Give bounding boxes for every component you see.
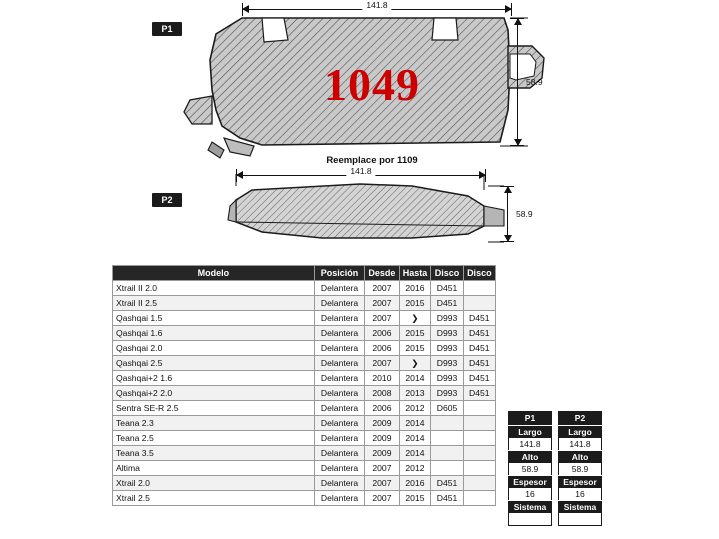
cell-desde: 2009 [365, 416, 399, 431]
cell-modelo: Sentra SE-R 2.5 [113, 401, 315, 416]
cell-disco: D451 [463, 386, 495, 401]
cell-pos: Delantera [314, 416, 364, 431]
cell-disco [431, 461, 463, 476]
cell-desde: 2007 [365, 281, 399, 296]
spec-value: 141.8 [508, 438, 552, 450]
cell-modelo: Altima [113, 461, 315, 476]
cell-hasta: 2016 [399, 281, 431, 296]
spec-value: 16 [508, 488, 552, 500]
cell-pos: Delantera [314, 461, 364, 476]
cell-pos: Delantera [314, 431, 364, 446]
cell-desde: 2007 [365, 476, 399, 491]
cell-hasta: 2015 [399, 296, 431, 311]
cell-desde: 2006 [365, 341, 399, 356]
table-row [113, 296, 496, 311]
cell-disco: D451 [463, 371, 495, 386]
cell-disco [463, 296, 495, 311]
cell-pos: Delantera [314, 356, 364, 371]
cell-desde: 2007 [365, 296, 399, 311]
col-modelo: Modelo [113, 266, 315, 281]
cell-modelo: Qashqai 1.6 [113, 326, 315, 341]
p1-width-value: 141.8 [362, 0, 391, 10]
cell-modelo: Xtrail II 2.0 [113, 281, 315, 296]
table-row [113, 446, 496, 461]
spec-value [508, 513, 552, 526]
cell-desde: 2007 [365, 491, 399, 506]
cell-disco: D993 [431, 341, 463, 356]
cell-modelo: Xtrail 2.0 [113, 476, 315, 491]
arrow-up-icon [514, 18, 522, 25]
cell-hasta: 2012 [399, 401, 431, 416]
spec-key: Largo [558, 425, 602, 438]
table-row [113, 356, 496, 371]
spec-key: Alto [508, 450, 552, 463]
cell-pos: Delantera [314, 326, 364, 341]
spec-key: Sistema [558, 500, 602, 513]
cell-disco [463, 281, 495, 296]
cell-pos: Delantera [314, 281, 364, 296]
arrow-up-icon [504, 186, 512, 193]
table-row [113, 371, 496, 386]
table-row [113, 326, 496, 341]
cell-disco: D451 [431, 296, 463, 311]
cell-pos: Delantera [314, 491, 364, 506]
cell-desde: 2009 [365, 431, 399, 446]
cell-disco [431, 416, 463, 431]
cell-disco [431, 431, 463, 446]
cell-pos: Delantera [314, 476, 364, 491]
spec-key: Espesor [558, 475, 602, 488]
cell-modelo: Qashqai 2.5 [113, 356, 315, 371]
cell-hasta: 2014 [399, 431, 431, 446]
cell-disco [463, 401, 495, 416]
cell-desde: 2007 [365, 356, 399, 371]
cell-disco: D993 [431, 326, 463, 341]
pad-outline-drawing [112, 0, 640, 262]
cell-hasta: ❯ [399, 356, 431, 371]
p1-height-dimension [510, 18, 543, 146]
cell-desde: 2010 [365, 371, 399, 386]
cell-disco [463, 476, 495, 491]
cell-modelo: Qashqai 2.0 [113, 341, 315, 356]
spec-key: Largo [508, 425, 552, 438]
table-row [113, 401, 496, 416]
col-disco-1: Disco [431, 266, 463, 281]
cell-disco [431, 446, 463, 461]
p2-height-value: 58.9 [516, 209, 533, 219]
cell-hasta: 2015 [399, 326, 431, 341]
cell-disco: D451 [431, 491, 463, 506]
spec-value: 16 [558, 488, 602, 500]
cell-hasta: 2012 [399, 461, 431, 476]
table-row [113, 416, 496, 431]
spec-title: P2 [558, 411, 602, 425]
cell-disco: D993 [431, 356, 463, 371]
cell-hasta: ❯ [399, 311, 431, 326]
cell-disco: D451 [463, 356, 495, 371]
spec-boxes [508, 411, 602, 526]
spec-value: 58.9 [508, 463, 552, 475]
cell-disco: D451 [431, 281, 463, 296]
cell-desde: 2009 [365, 446, 399, 461]
arrow-down-icon [514, 139, 522, 146]
arrow-left-icon [236, 171, 243, 179]
p2-width-dimension [236, 168, 486, 180]
spec-box-p1 [508, 411, 552, 526]
cell-desde: 2006 [365, 401, 399, 416]
cell-hasta: 2014 [399, 371, 431, 386]
arrow-down-icon [504, 235, 512, 242]
cell-disco [463, 416, 495, 431]
cell-modelo: Teana 3.5 [113, 446, 315, 461]
cell-desde: 2007 [365, 461, 399, 476]
cell-modelo: Qashqai+2 2.0 [113, 386, 315, 401]
table-row [113, 386, 496, 401]
cell-modelo: Teana 2.3 [113, 416, 315, 431]
cell-hasta: 2016 [399, 476, 431, 491]
cell-pos: Delantera [314, 311, 364, 326]
pad-diagram [112, 0, 640, 262]
cell-pos: Delantera [314, 446, 364, 461]
cell-pos: Delantera [314, 371, 364, 386]
col-desde: Desde [365, 266, 399, 281]
cell-pos: Delantera [314, 401, 364, 416]
cell-hasta: 2015 [399, 341, 431, 356]
cell-pos: Delantera [314, 386, 364, 401]
cell-disco: D451 [463, 311, 495, 326]
applications-table [112, 265, 496, 506]
spec-title: P1 [508, 411, 552, 425]
spec-key: Espesor [508, 475, 552, 488]
cell-disco: D605 [431, 401, 463, 416]
cell-disco: D451 [463, 326, 495, 341]
part-number: 1049 [324, 59, 420, 110]
col-disco-2: Disco [463, 266, 495, 281]
cell-disco [463, 431, 495, 446]
cell-desde: 2006 [365, 326, 399, 341]
cell-disco [463, 446, 495, 461]
p1-height-value: 58.9 [526, 77, 543, 87]
p2-badge: P2 [152, 193, 182, 207]
cell-hasta: 2014 [399, 416, 431, 431]
cell-modelo: Teana 2.5 [113, 431, 315, 446]
cell-disco: D993 [431, 386, 463, 401]
cell-modelo: Xtrail 2.5 [113, 491, 315, 506]
cell-desde: 2007 [365, 311, 399, 326]
cell-disco [463, 491, 495, 506]
table-row [113, 491, 496, 506]
replacement-note: Reemplace por 1109 [326, 155, 418, 166]
cell-modelo: Qashqai 1.5 [113, 311, 315, 326]
cell-hasta: 2013 [399, 386, 431, 401]
cell-hasta: 2015 [399, 491, 431, 506]
cell-hasta: 2014 [399, 446, 431, 461]
p2-height-dimension [500, 186, 533, 242]
cell-disco [463, 461, 495, 476]
spec-key: Sistema [508, 500, 552, 513]
p1-badge: P1 [152, 22, 182, 36]
cell-disco: D451 [463, 341, 495, 356]
cell-modelo: Xtrail II 2.5 [113, 296, 315, 311]
table-row [113, 431, 496, 446]
spec-value: 58.9 [558, 463, 602, 475]
table-row [113, 341, 496, 356]
cell-disco: D451 [431, 476, 463, 491]
spec-box-p2 [558, 411, 602, 526]
table-row [113, 461, 496, 476]
cell-pos: Delantera [314, 296, 364, 311]
spec-key: Alto [558, 450, 602, 463]
p2-width-value: 141.8 [346, 166, 375, 176]
cell-desde: 2008 [365, 386, 399, 401]
table-row [113, 281, 496, 296]
cell-disco: D993 [431, 311, 463, 326]
table-header-row [113, 266, 496, 281]
cell-disco: D993 [431, 371, 463, 386]
col-posicion: Posición [314, 266, 364, 281]
cell-modelo: Qashqai+2 1.6 [113, 371, 315, 386]
table-row [113, 476, 496, 491]
spec-value: 141.8 [558, 438, 602, 450]
table-row [113, 311, 496, 326]
spec-value [558, 513, 602, 526]
cell-pos: Delantera [314, 341, 364, 356]
col-hasta: Hasta [399, 266, 431, 281]
